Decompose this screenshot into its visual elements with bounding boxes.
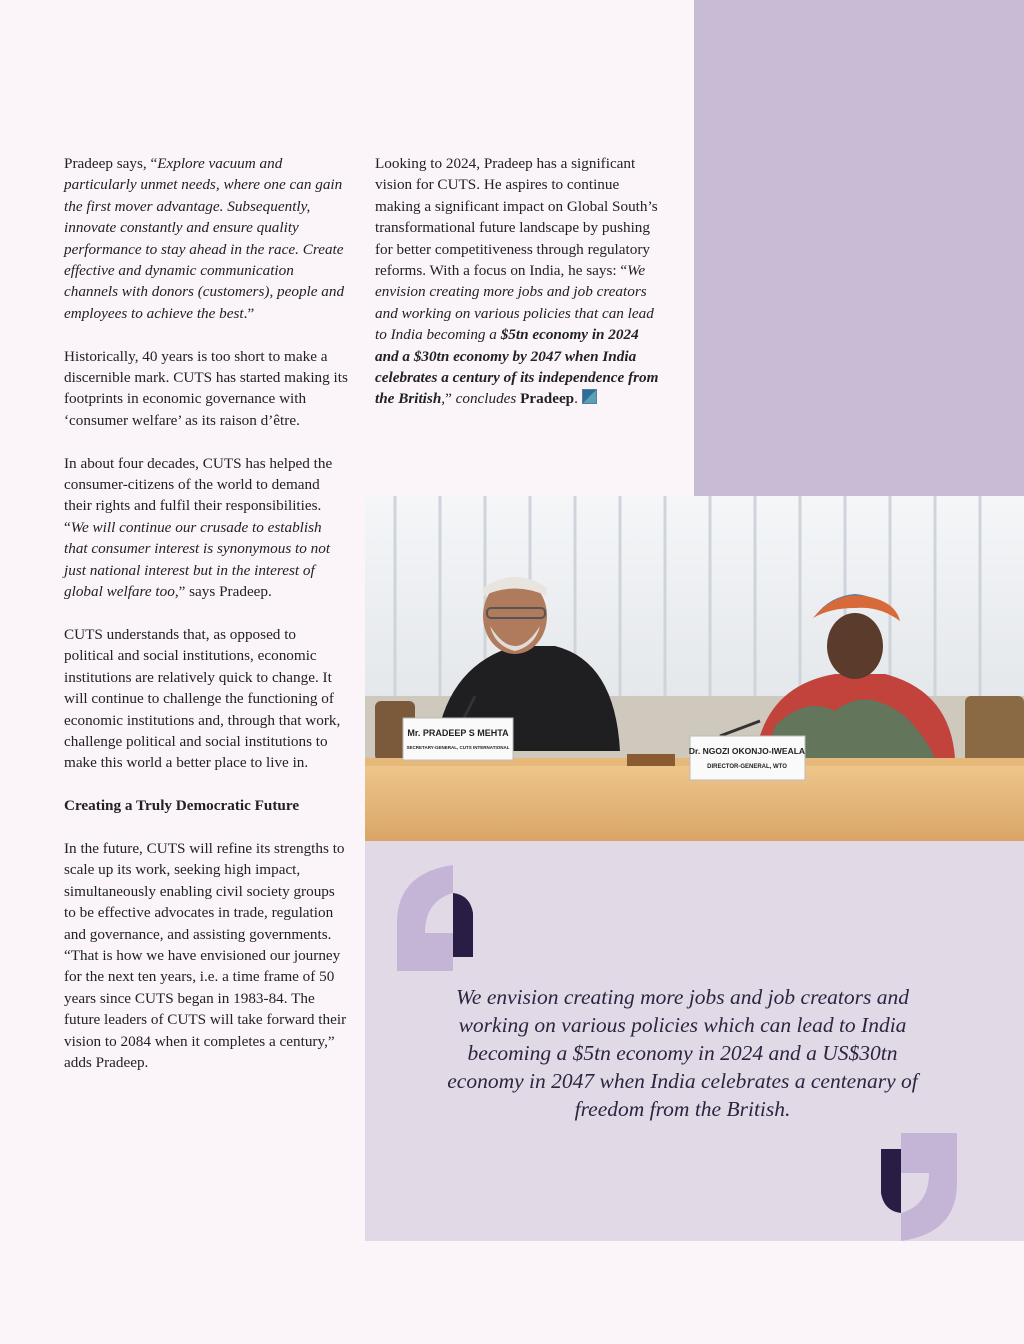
pull-quote-text: We envision creating more jobs and job creators and working on various policies which can lead to India becoming a $5tn economy in 2024 and a US$30tn economy in 2047 when India celebrates a centenary of freedom from the British. — [447, 985, 918, 1121]
placard-left-name: Mr. PRADEEP S MEHTA — [407, 728, 509, 738]
end-of-article-icon — [582, 389, 597, 404]
placard-left-title: SECRETARY-GENERAL, CUTS INTERNATIONAL — [406, 745, 510, 750]
close-quote-icon — [877, 1131, 959, 1243]
placard-right-name: Dr. NGOZI OKONJO-IWEALA — [688, 746, 806, 756]
placard-right-title: DIRECTOR-GENERAL, WTO — [707, 764, 787, 770]
open-quote-icon — [395, 863, 475, 973]
decorative-band — [694, 0, 1024, 496]
event-photo — [365, 496, 1024, 841]
paragraph: Pradeep says, “Explore vacuum and particularly unmet needs, where one can gain the first mover advantage. Subsequently, innovate constantly and ensure quality performance to stay ahead in the race. Create effective and dynamic communication channels with donors (customers), people and employees to achieve the best.” — [64, 155, 345, 322]
article-column-middle — [375, 153, 665, 431]
paragraph: Historically, 40 years is too short to make a discernible mark. CUTS has started making its footprints in economic governance with ‘consumer welfare’ as its raison d’être. — [64, 347, 348, 429]
paragraph: CUTS understands that, as opposed to political and social institutions, economic institutions are relatively quick to change. It will continue to challenge the functioning of economic institutions and, through that work, challenge political and social institutions to make this world a better place to live in. — [64, 625, 341, 772]
section-heading: Creating a Truly Democratic Future — [64, 797, 300, 815]
paragraph: Looking to 2024, Pradeep has a significant vision for CUTS. He aspires to continue making a significant impact on Global South’s transformational future landscape by pushing for better competitiveness through regulatory reforms. With a focus on India, he says: “We envision creating more jobs and job creators and working on various policies that can lead to India becoming a $5tn economy in 2024 and a $30tn economy by 2047 when India celebrates a century of its independence from the British,” concludes Pradeep. — [375, 155, 659, 408]
article-column-left — [64, 153, 349, 1095]
pull-quote-panel — [365, 841, 1024, 1241]
paragraph: In the future, CUTS will refine its strengths to scale up its work, seeking high impact, simultaneously enabling civil society groups to be effective advocates in trade, regulation and governance, and assisting governments. “That is how we have envisioned our journey for the next ten years, i.e. a time frame of 50 years since CUTS began in 1983-84. The future leaders of CUTS will take forward their vision to 2084 when it completes a century,” adds Pradeep. — [64, 839, 347, 1071]
paragraph: In about four decades, CUTS has helped the consumer-citizens of the world to demand their rights and fulfil their responsibilities. “We will continue our crusade to establish that consumer interest is synonymous to not just national interest but in the interest of global welfare too,” says Pradeep. — [64, 454, 333, 601]
